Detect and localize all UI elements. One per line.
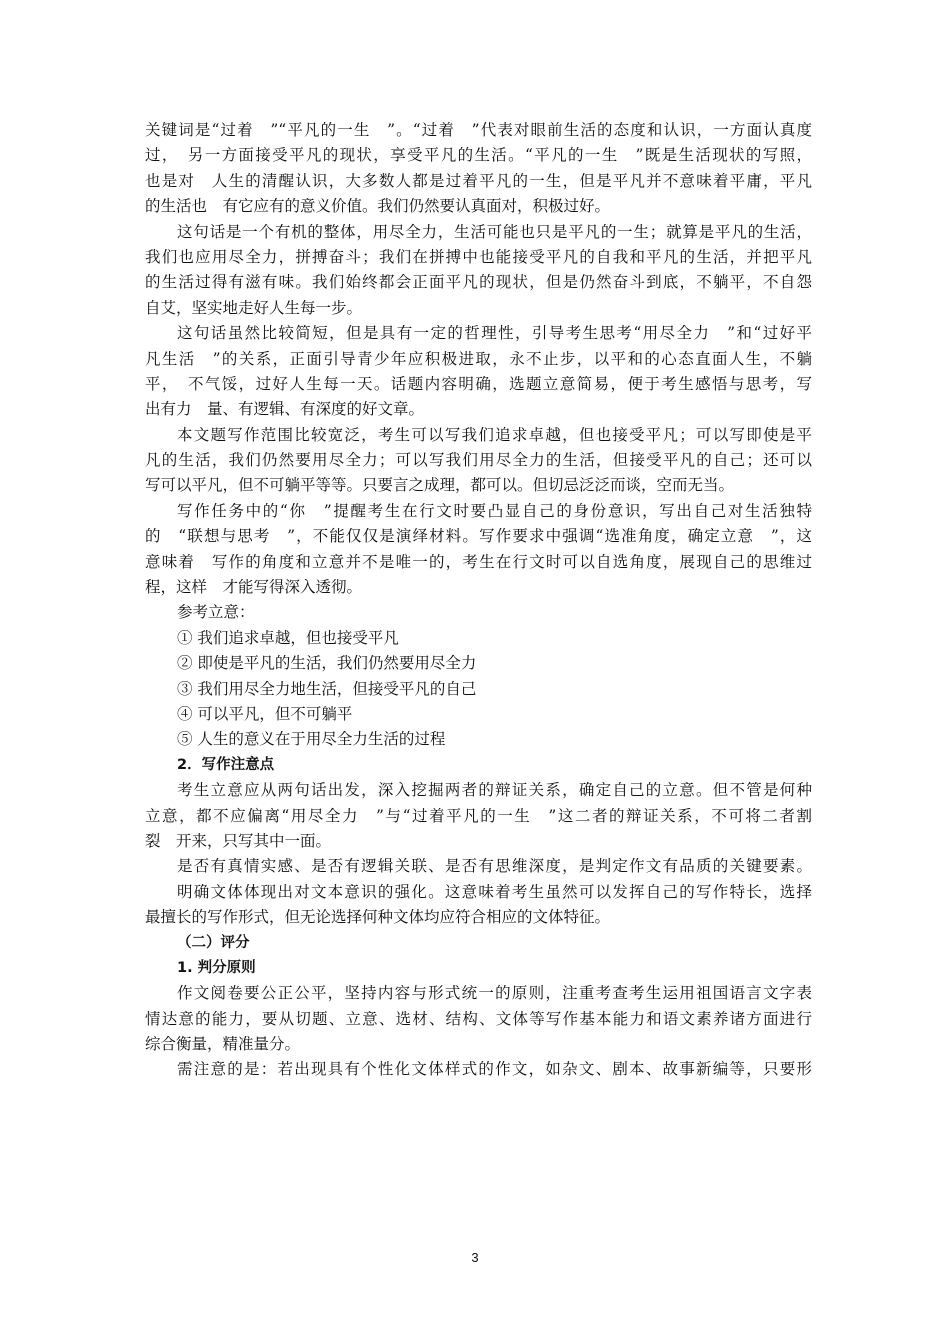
text-line: 写可以平凡，但不可躺平等等。只要言之成理，都可以。但切忌泛泛而谈，空而无当。 — [145, 476, 735, 495]
text-line: ④ 可以平凡，但不可躺平 — [177, 704, 353, 723]
text-line: 考生立意应从两句话出发，深入挖掘两者的辩证关系，确定自己的立意。但不管是何种 — [177, 781, 812, 800]
text-line: 这句话是一个有机的整体，用尽全力，生活可能也只是平凡的一生；就算是平凡的生活， — [177, 222, 812, 241]
text-line: 出有力 量、有逻辑、有深度的好文章。 — [145, 400, 425, 419]
text-line: 写作任务中的“你 ”提醒考生在行文时要凸显自己的身份意识，写出自己对生活独特 — [177, 501, 812, 520]
text-line: 裂 开来，只写其中一面。 — [145, 831, 332, 850]
document-body — [145, 118, 812, 1083]
text-line: 立意，都不应偏离“用尽全力 ”与“过着平凡的一生 ”这二者的辩证关系，不可将二者割 — [145, 806, 812, 825]
text-line: 的 “联想与思考 ”，不能仅仅是演绎材料。写作要求中强调“选准角度，确定立意 ”，这 — [145, 527, 812, 546]
text-line: 明确文体体现出对文本意识的强化。这意味着考生虽然可以发挥自己的写作特长，选择 — [177, 882, 812, 901]
text-line: 需注意的是：若出现具有个性化文体样式的作文，如杂文、剧本、故事新编等，只要形 — [177, 1060, 812, 1079]
text-line: 过， 另一方面接受平凡的现状，享受平凡的生活。“平凡的一生 ”既是生活现状的写照， — [145, 146, 812, 165]
page-number: 3 — [471, 1250, 479, 1265]
text-line: 作文阅卷要公正公平，坚持内容与形式统一的原则，注重考查考生运用祖国语言文字表 — [177, 984, 812, 1003]
text-line: ② 即使是平凡的生活，我们仍然要用尽全力 — [177, 654, 477, 673]
text-line: 平， 不气馁，过好人生每一天。话题内容明确，选题立意简易，便于考生感悟与思考，写 — [145, 374, 812, 393]
text-line: 是否有真情实感、是否有逻辑关联、是否有思维深度，是判定作文有品质的关键要素。 — [177, 857, 812, 876]
text-line: 凡的生活，我们仍然要用尽全力；可以写我们用尽全力的生活，但接受平凡的自己；还可以 — [145, 451, 812, 470]
text-line: 参考立意： — [177, 603, 255, 622]
text-line: 的生活也 有它应有的意义价值。我们仍然要认真面对，积极过好。 — [145, 197, 611, 216]
text-line: 情达意的能力，要从切题、立意、选材、结构、文体等写作基本能力和语文素养诸方面进行 — [145, 1009, 812, 1028]
text-line: 意味着 写作的角度和立意并不是唯一的，考生在行文时可以自选角度，展现自己的思维过 — [145, 552, 812, 571]
section-heading: 1. 判分原则 — [177, 959, 256, 976]
text-line: 这句话虽然比较简短，但是具有一定的哲理性，引导考生思考“用尽全力 ”和“过好平 — [177, 324, 812, 343]
text-line: 关键词是“过着 ”“平凡的一生 ”。“过着 ”代表对眼前生活的态度和认识，一方面认真度 — [145, 121, 812, 139]
text-line: ③ 我们用尽全力地生活，但接受平凡的自己 — [177, 679, 477, 698]
text-line: 综合衡量，精准量分。 — [145, 1035, 301, 1054]
text-line: 的生活过得有滋有味。我们始终都会正面平凡的现状，但是仍然奋斗到底，不躺平，不自怨 — [145, 273, 812, 292]
section-heading: 2．写作注意点 — [177, 756, 275, 773]
text-line: 本文题写作范围比较宽泛，考生可以写我们追求卓越，但也接受平凡；可以写即使是平 — [177, 425, 812, 444]
text-line: 程，这样 才能写得深入透彻。 — [145, 578, 363, 597]
text-line: 最擅长的写作形式，但无论选择何种文体均应符合相应的文体特征。 — [145, 908, 611, 927]
section-heading: （二）评分 — [177, 934, 250, 951]
text-line: 自艾，坚实地走好人生每一步。 — [145, 298, 363, 317]
text-line: ⑤ 人生的意义在于用尽全力生活的过程 — [177, 730, 446, 749]
text-line: 我们也应用尽全力，拼搏奋斗；我们在拼搏中也能接受平凡的自我和平凡的生活，并把平凡 — [145, 247, 812, 266]
text-line: 也是对 人生的清醒认识，大多数人都是过着平凡的一生，但是平凡并不意味着平庸，平凡 — [145, 171, 812, 190]
text-line: 凡生活 ”的关系，正面引导青少年应积极进取，永不止步，以平和的心态直面人生，不躺 — [145, 349, 812, 368]
text-line: ① 我们追求卓越，但也接受平凡 — [177, 628, 399, 647]
